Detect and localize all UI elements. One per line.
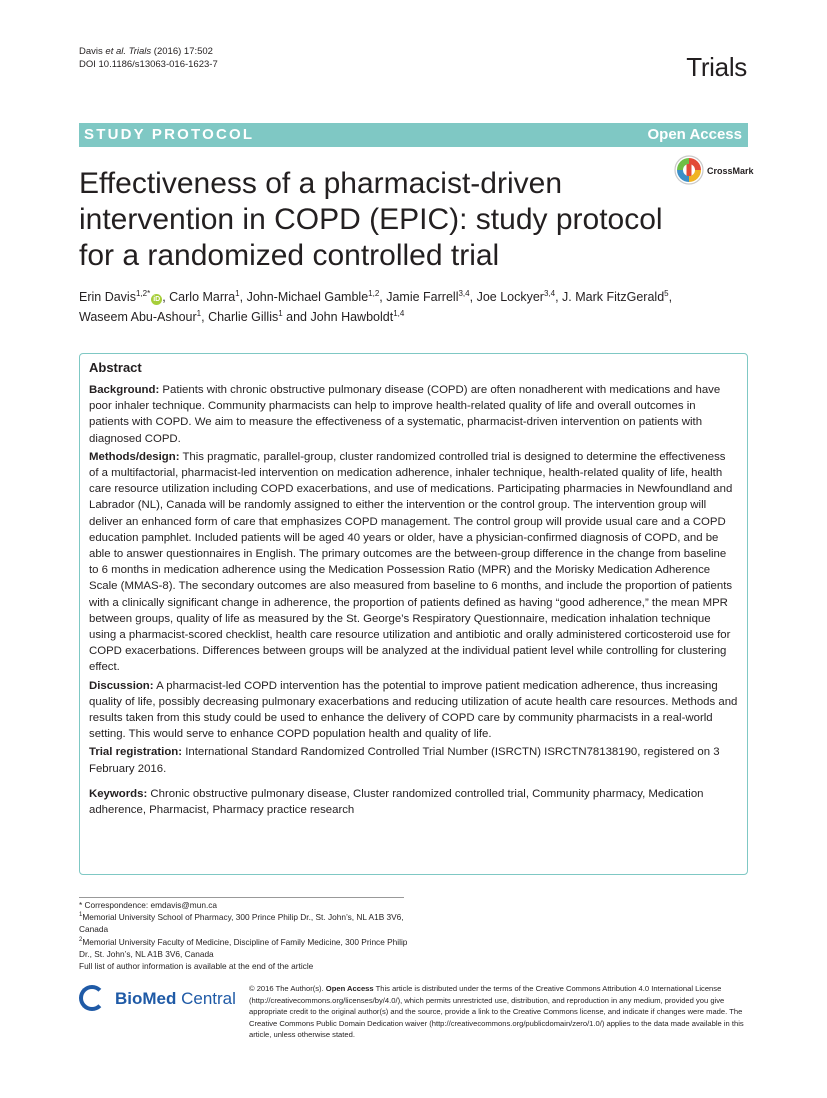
affiliation-2: $^2$Memorial University Faculty of Medicine, Discipline of Family Medicine, 300 Prince Philip Dr., St. John’s, NL A1B 3V6, Canada <box>79 936 408 959</box>
crossmark-badge[interactable] <box>674 155 752 187</box>
author-separator: , <box>162 290 170 304</box>
author <box>310 310 404 324</box>
abstract-keywords <box>89 786 738 818</box>
background-label: Background: <box>89 384 160 396</box>
keywords-text: Chronic obstructive pulmonary disease, Cluster randomized controlled trial, Community pharmacy, Medication adherence, Pharmacist, Pharmacy practice research <box>89 787 704 817</box>
author-separator: , <box>668 290 673 304</box>
author-name: Waseem Abu-Ashour <box>79 310 197 324</box>
keywords-label: Keywords: <box>89 787 148 800</box>
footnote-divider <box>79 897 404 898</box>
license-open-access: Open Access <box>325 984 374 993</box>
trial-label: Trial registration: <box>89 746 183 759</box>
author-name: J. Mark FitzGerald <box>562 290 665 304</box>
author <box>169 290 246 304</box>
license-text: © 2016 The Author(s). Open Access This article is distributed under the terms of the Creative Commons Attribution 4.0 International License (http://creativecommons.org/licenses/by/4.0/), which permits unrestricted use, distribution, and reproduction in any medium, provided you give appropriate credit to the original author(s) and the source, provide a link to the Creative Commons license, and indicate if changes were made. The Creative Commons Public Domain Dedication waiver (http://creativecommons.org/publicdomain/zero/1.0/) applies to the data made available in this article, unless otherwise stated. <box>249 984 744 1040</box>
author <box>79 310 208 324</box>
author-affiliation: 1,2 <box>368 288 380 298</box>
author-name: Carlo Marra <box>169 290 236 304</box>
methods-text: This pragmatic, parallel-group, cluster randomized controlled trial is designed to determine the effectiveness of a multifactorial, pharmacist-led intervention on medication adherence, inhaler technique, health-related quality of life, health care resource utilization including COPD exacerbations, and use of medications. Participating pharmacies in Newfoundland and Labrador (NL), Canada will be randomly assigned to either the intervention or the control group. The intervention group will deliver an enhanced form of care that emphasizes COPD management. The control group will provide usual care and a COPD education pamphlet. Included patients will be aged 40 years or older, have a physician-confirmed diagnosis of COPD, and be able to answer questionnaires in English. The primary outcomes are the between-group difference in the change from baseline to 6 months in medication adherence using the Medication Possession Ratio (MPR) and the Morisky Medication Adherence Scale (MMAS-8). The secondary outcomes are also measured from baseline to 6 months, and include the proportion of patients with a clinically significant change in adherence, the proportion of patients defined as having “good adherence,” the mean MPR between groups, quality of life as measured by the St. George’s Respiratory Questionnaire, medication inhalation technique using a pharmacist-scored checklist, health care resource utilization and antibiotic and orally administered corticosteroid use for COPD exacerbations. Differences between groups will be analyzed at the individual patient level while controlling for clustering effect. <box>89 450 733 674</box>
journal-name: Trials <box>686 52 747 82</box>
author-affiliation: 1,2* <box>135 288 151 298</box>
abstract-background <box>89 382 738 447</box>
crossmark-icon <box>674 155 704 185</box>
author <box>79 290 169 304</box>
author-affiliation: 3,4 <box>458 288 470 298</box>
biomed-central-logo <box>79 983 239 1017</box>
author-separator: , <box>555 290 563 304</box>
author-affiliation: 1,4 <box>393 308 405 318</box>
background-text: Patients with chronic obstructive pulmonary disease (COPD) are often nonadherent with medications and have poor inhaler technique. Community pharmacists can help to improve health-related quality of life and overall outcomes in patients with COPD. We aim to measure the effectiveness of a systematic, pharmacist-driven intervention on patients with diagnosed COPD. <box>89 384 721 445</box>
author-affiliation: 1 <box>196 308 202 318</box>
orcid-icon[interactable]: iD <box>153 296 161 303</box>
abstract-methods <box>89 449 738 676</box>
author-separator: , <box>239 290 247 304</box>
author <box>208 310 310 324</box>
author-affiliation: 1 <box>278 308 283 318</box>
abstract-heading: Abstract <box>89 360 142 375</box>
abstract-trial-registration <box>89 744 738 776</box>
author-name: Jamie Farrell <box>386 290 459 304</box>
author-name: John Hawboldt <box>310 310 394 324</box>
discussion-label: Discussion: <box>89 679 154 692</box>
article-type-banner <box>79 123 748 147</box>
author <box>247 290 387 304</box>
author-affiliation: 3,4 <box>543 288 556 298</box>
correspondence: * Correspondence: emdavis@mun.ca <box>79 900 218 910</box>
citation-volume: (2016) 17:502 <box>151 46 213 57</box>
author-name: Charlie Gillis <box>208 310 279 324</box>
methods-label: Methods/design: <box>89 450 180 463</box>
author <box>562 290 672 304</box>
author-name: Joe Lockyer <box>476 290 544 304</box>
crossmark-label: CrossMark <box>707 166 754 176</box>
abstract-box <box>79 353 748 875</box>
abstract-discussion <box>89 678 738 743</box>
discussion-text: A pharmacist-led COPD intervention has the potential to improve patient medication adherence, thus increasing quality of life, possibly decreasing pulmonary exacerbations and reducing utilization of acute health care resources. Methods and results taken from this study could be used to enhance the delivery of COPD care by community pharmacists in a real-world setting. This would serve to enhance COPD population health and quality of life. <box>89 679 738 741</box>
article-type: STUDY PROTOCOL <box>84 126 255 143</box>
author <box>477 290 562 304</box>
citation-authors: Davis <box>79 46 106 57</box>
author-name: John-Michael Gamble <box>246 290 369 304</box>
citation-block <box>79 45 218 71</box>
author <box>386 290 476 304</box>
doi[interactable]: DOI 10.1186/s13063-016-1623-7 <box>79 59 218 70</box>
author-info-note: Full list of author information is available at the end of the article <box>79 961 314 972</box>
author-separator: , <box>201 310 209 324</box>
author-name: Erin Davis <box>79 290 136 304</box>
citation-line <box>79 45 218 58</box>
trial-text: International Standard Randomized Controlled Trial Number (ISRCTN) ISRCTN78138190, registered on 3 February 2016. <box>89 746 720 775</box>
author-list <box>79 287 749 327</box>
footnotes <box>79 899 409 972</box>
author-separator: and <box>282 310 311 324</box>
author-affiliation: 1 <box>235 288 240 298</box>
author-separator: , <box>469 290 477 304</box>
citation-journal: et al. Trials <box>105 46 152 57</box>
article-title: Effectiveness of a pharmacist-driven intervention in COPD (EPIC): study protocol for a randomized controlled trial <box>79 167 663 272</box>
bmc-logo-icon <box>79 985 105 1011</box>
author-separator: , <box>379 290 387 304</box>
publisher-name: BioMed Central <box>115 989 236 1008</box>
affiliation-1: $^1$Memorial University School of Pharmacy, 300 Prince Philip Dr., St. John’s, NL A1B 3V6, Canada <box>79 912 404 935</box>
open-access-label: Open Access <box>647 126 742 143</box>
author-affiliation: 5 <box>664 288 669 298</box>
